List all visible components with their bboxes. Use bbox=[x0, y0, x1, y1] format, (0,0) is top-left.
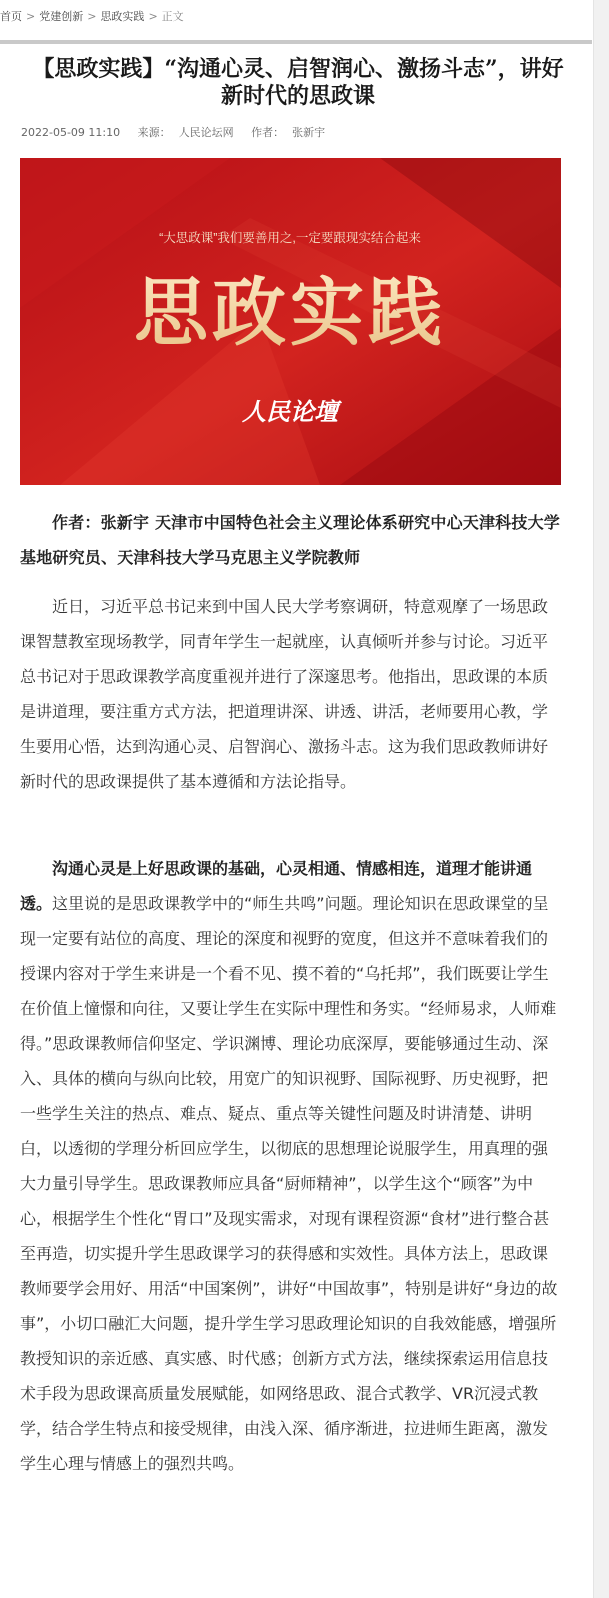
breadcrumb-section-link[interactable]: 思政实践 bbox=[100, 10, 145, 23]
hero-headline: 思政实践 bbox=[134, 270, 446, 356]
people-forum-logo: 人民论壇 bbox=[242, 397, 338, 426]
breadcrumb bbox=[0, 8, 592, 24]
article-paragraph-1: 近日，习近平总书记来到中国人民大学考察调研，特意观摩了一场思政课智慧教室现场教学，同青年学生一起就座，认真倾听并参与讨论。习近平总书记对于思政课教学高度重视并进行了深邃思考。他指出，思政课的本质是讲道理，要注重方式方法，把道理讲深、讲透、讲活，老师要用心教，学生要用心悟，达到沟通心灵、启智润心、激扬斗志。这为我们思政教师讲好新时代的思政课提供了基本遵循和方法论指导。 bbox=[20, 597, 549, 791]
breadcrumb-current: 正文 bbox=[161, 10, 184, 23]
breadcrumb-home-link[interactable]: 首页 bbox=[0, 10, 22, 23]
breadcrumb-party-link[interactable]: 党建创新 bbox=[39, 10, 84, 23]
source-label: 来源： bbox=[137, 126, 171, 139]
scrollbar-track[interactable] bbox=[593, 0, 609, 1598]
paragraph-2-body: 这里说的是思政课教学中的“师生共鸣”问题。理论知识在思政课堂的呈现一定要有站位的高度、理论的深度和视野的宽度，但这并不意味着我们的授课内容对于学生来讲是一个看不见、摸不着的“乌托邦”，我们既要让学生在价值上憧憬和向往，又要让学生在实际中理性和务实。“经师易求，人师难得。”思政课教师信仰坚定、学识渊博、理论功底深厚，要能够通过生动、深入、具体的横向与纵向比较，用宽广的知识视野、国际视野、历史视野，把一些学生关注的热点、难点、疑点、重点等关键性问题及时讲清楚、讲明白，以透彻的学理分析回应学生，以彻底的思想理论说服学生，用真理的强大力量引导学生。思政课教师应具备“厨师精神”，以学生这个“顾客”为中心，根据学生个性化“胃口”及现实需求，对现有课程资源“食材”进行整合甚至再造，切实提升学生思政课学习的获得感和实效性。具体方法上，思政课教师要学会用好、用活“中国案例”，讲好“中国故事”，特别是讲好“身边的故事”，小切口融汇大问题，提升学生学习思政理论知识的自我效能感，增强所教授知识的亲近感、真实感、时代感；创新方式方法，继续探索运用信息技术手段为思政课高质量发展赋能，如网络思政、混合式教学、VR沉浸式教学，结合学生特点和接受规律，由浅入深、循序渐进，拉进师生距离，激发学生心理与情感上的强烈共鸣。 bbox=[20, 894, 558, 1473]
publish-date: 2022-05-09 11:10 bbox=[21, 126, 121, 139]
author-label: 作者： bbox=[251, 126, 285, 139]
header-divider bbox=[0, 40, 592, 44]
hero-banner-image bbox=[20, 158, 561, 485]
source-value: 人民论坛网 bbox=[178, 126, 234, 139]
article-meta bbox=[21, 124, 581, 140]
author-byline: 作者：张新宇 天津市中国特色社会主义理论体系研究中心天津科技大学基地研究员、天津科技大学马克思主义学院教师 bbox=[20, 513, 560, 567]
breadcrumb-separator-icon: > bbox=[87, 10, 97, 23]
breadcrumb-separator-icon: > bbox=[148, 10, 158, 23]
breadcrumb-separator-icon: > bbox=[26, 10, 36, 23]
paragraph-2-lead: 沟通心灵是上好思政课的基础，心灵相通、情感相连，道理才能讲通透。 bbox=[20, 859, 533, 913]
hero-subtitle: “大思政课”我们要善用之,一定要跟现实结合起来 bbox=[159, 231, 421, 245]
article-title: 【思政实践】“沟通心灵、启智润心、激扬斗志”，讲好新时代的思政课 bbox=[32, 56, 564, 109]
hero-banner-graphic bbox=[20, 158, 561, 485]
author-value: 张新宇 bbox=[292, 126, 326, 139]
article-paragraph-2 bbox=[20, 851, 561, 1481]
